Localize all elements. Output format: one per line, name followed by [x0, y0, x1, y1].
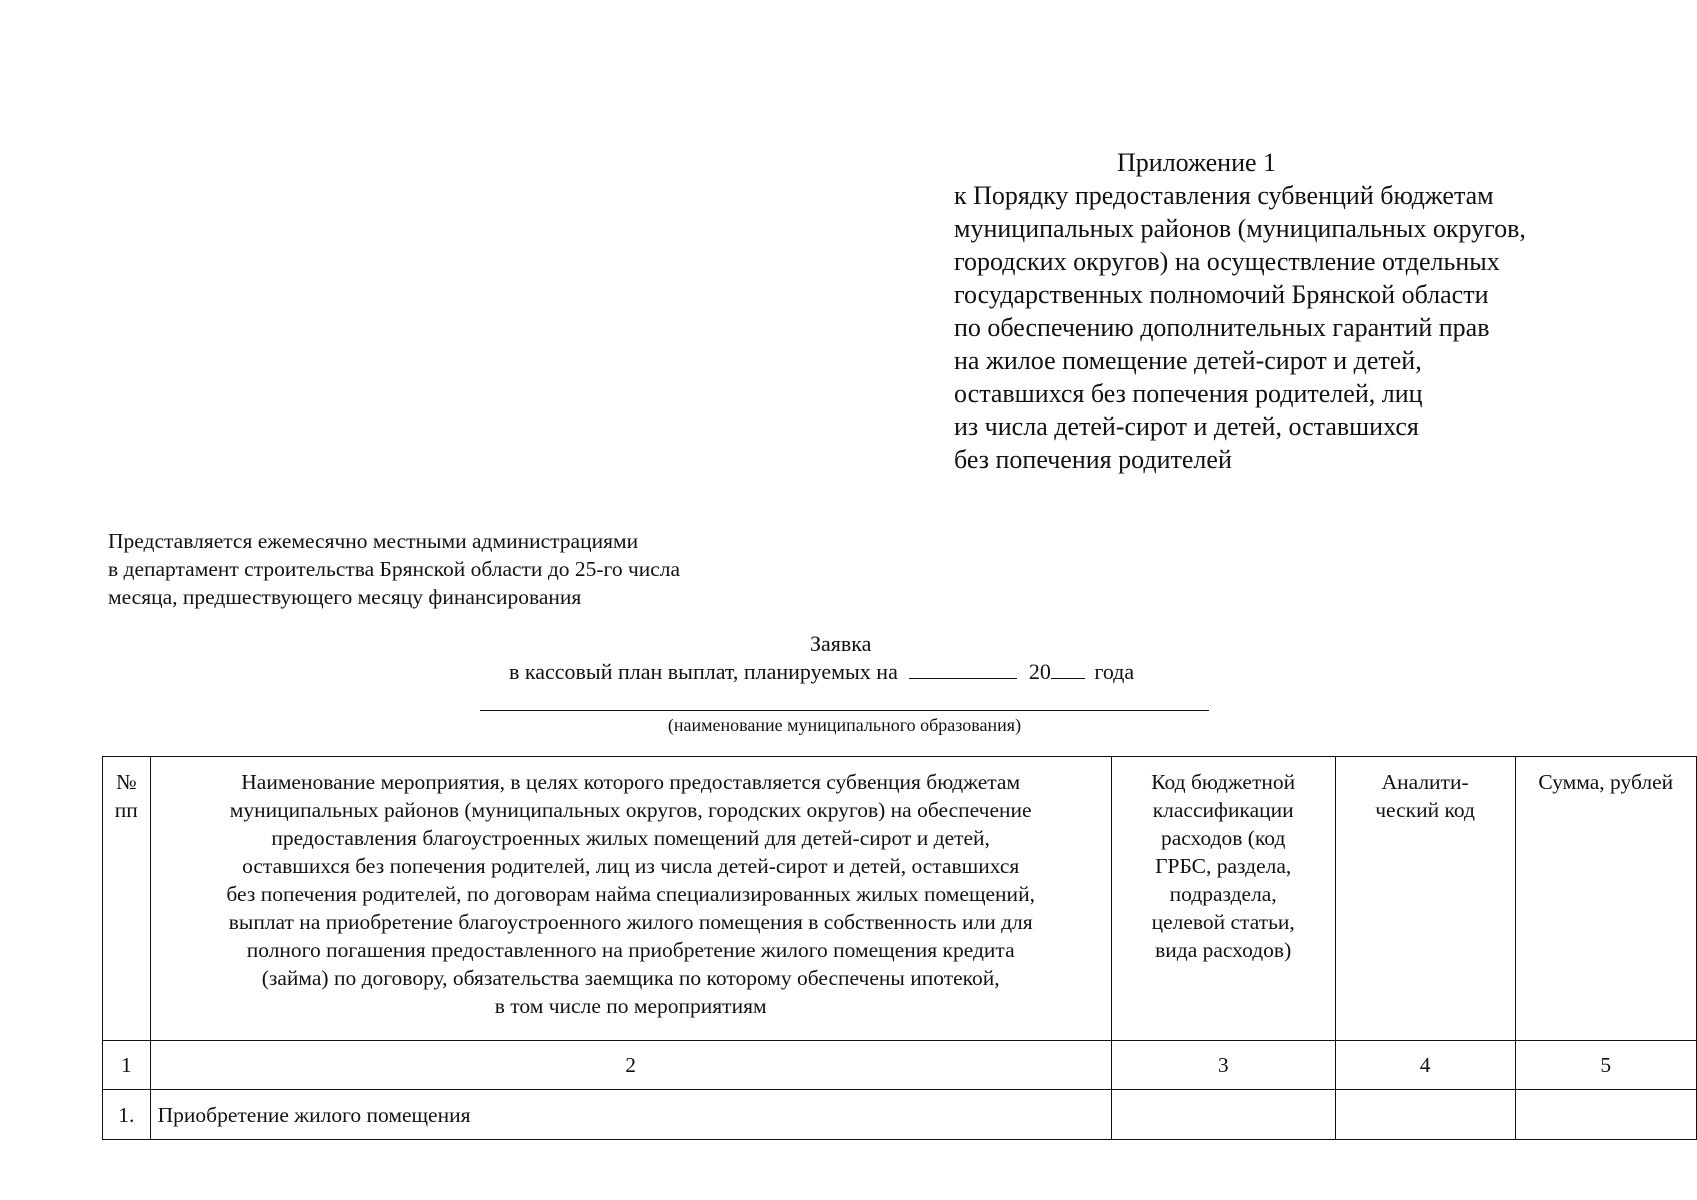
- header-name-line: предоставления благоустроенных жилых помещений для детей-сирот и детей,: [271, 826, 990, 850]
- appendix-block: [954, 146, 1654, 476]
- table-header-row: [103, 757, 1697, 1041]
- header-budget-code-line: ГРБС, раздела,: [1155, 854, 1292, 878]
- header-budget-code-line: вида расходов): [1155, 938, 1292, 962]
- appendix-title: Приложение 1: [1117, 148, 1277, 177]
- request-subtitle: [509, 658, 1134, 686]
- municipality-caption: (наименование муниципального образования): [667, 715, 1022, 735]
- request-subtitle-text: в кассовый план выплат, планируемых на: [509, 659, 898, 684]
- header-name-line: без попечения родителей, по договорам найма специализированных жилых помещений,: [226, 882, 1035, 906]
- submission-note-line: Представляется ежемесячно местными администрациями: [108, 529, 639, 553]
- appendix-line: к Порядку предоставления субвенций бюджетам: [954, 181, 1494, 210]
- header-num: [103, 757, 151, 1041]
- header-num-line: №: [116, 770, 137, 794]
- appendix-line: городских округов) на осуществление отдельных: [954, 247, 1500, 276]
- year-prefix: 20: [1028, 659, 1051, 684]
- column-number: 4: [1335, 1041, 1515, 1090]
- column-number: 2: [150, 1041, 1111, 1090]
- header-budget-code-line: расходов (код: [1160, 826, 1286, 850]
- year-suffix: года: [1094, 659, 1135, 684]
- appendix-line: по обеспечению дополнительных гарантий прав: [954, 313, 1490, 342]
- row-analytic-code-cell[interactable]: [1335, 1090, 1515, 1140]
- column-number: 1: [103, 1041, 151, 1090]
- header-num-line: пп: [114, 798, 138, 822]
- header-name: [150, 757, 1111, 1041]
- header-analytic-code-line: ческий код: [1375, 798, 1475, 822]
- column-number: 3: [1111, 1041, 1335, 1090]
- row-num: 1.: [103, 1090, 151, 1140]
- appendix-line: на жилое помещение детей-сирот и детей,: [954, 346, 1422, 375]
- submission-note-line: в департамент строительства Брянской области до 25-го числа: [108, 557, 681, 581]
- municipality-name-line[interactable]: [480, 710, 1209, 711]
- appendix-line: оставшихся без попечения родителей, лиц: [954, 379, 1423, 408]
- row-budget-code-cell[interactable]: [1111, 1090, 1335, 1140]
- header-budget-code-line: целевой статьи,: [1151, 910, 1295, 934]
- header-budget-code-line: подраздела,: [1169, 882, 1277, 906]
- header-budget-code: [1111, 757, 1335, 1041]
- header-budget-code-line: классификации: [1152, 798, 1294, 822]
- header-sum-line: Сумма, рублей: [1538, 770, 1674, 794]
- month-blank[interactable]: [909, 658, 1017, 679]
- request-table: [102, 756, 1697, 1140]
- header-name-line: муниципальных районов (муниципальных округов, городских округов) на обеспечение: [229, 798, 1032, 822]
- submission-note-line: месяца, предшествующего месяцу финансирования: [108, 585, 582, 609]
- header-analytic-code: [1335, 757, 1515, 1041]
- header-name-line: Наименование мероприятия, в целях которого предоставляется субвенция бюджетам: [241, 770, 1021, 794]
- header-name-line: оставшихся без попечения родителей, лиц из числа детей-сирот и детей, оставшихся: [242, 854, 1020, 878]
- header-name-line: полного погашения предоставленного на приобретение жилого помещения кредита: [246, 938, 1015, 962]
- appendix-line: без попечения родителей: [954, 445, 1232, 474]
- appendix-line: государственных полномочий Брянской области: [954, 280, 1489, 309]
- header-name-line: в том числе по мероприятиям: [494, 994, 767, 1018]
- column-number: 5: [1515, 1041, 1696, 1090]
- appendix-line: из числа детей-сирот и детей, оставшихся: [954, 412, 1419, 441]
- header-sum: [1515, 757, 1696, 1041]
- year-blank[interactable]: [1051, 658, 1085, 679]
- table-row: [103, 1090, 1697, 1140]
- header-name-line: (займа) по договору, обязательства заемщика по которому обеспечены ипотекой,: [261, 966, 1000, 990]
- column-number-row: [103, 1041, 1697, 1090]
- submission-note: [108, 527, 808, 611]
- request-title: Заявка: [810, 631, 872, 656]
- header-analytic-code-line: Аналити-: [1381, 770, 1469, 794]
- header-name-line: выплат на приобретение благоустроенного жилого помещения в собственность или для: [228, 910, 1033, 934]
- appendix-line: муниципальных районов (муниципальных округов,: [954, 214, 1526, 243]
- header-budget-code-line: Код бюджетной: [1151, 770, 1296, 794]
- row-name: Приобретение жилого помещения: [150, 1090, 1111, 1140]
- row-sum-cell[interactable]: [1515, 1090, 1696, 1140]
